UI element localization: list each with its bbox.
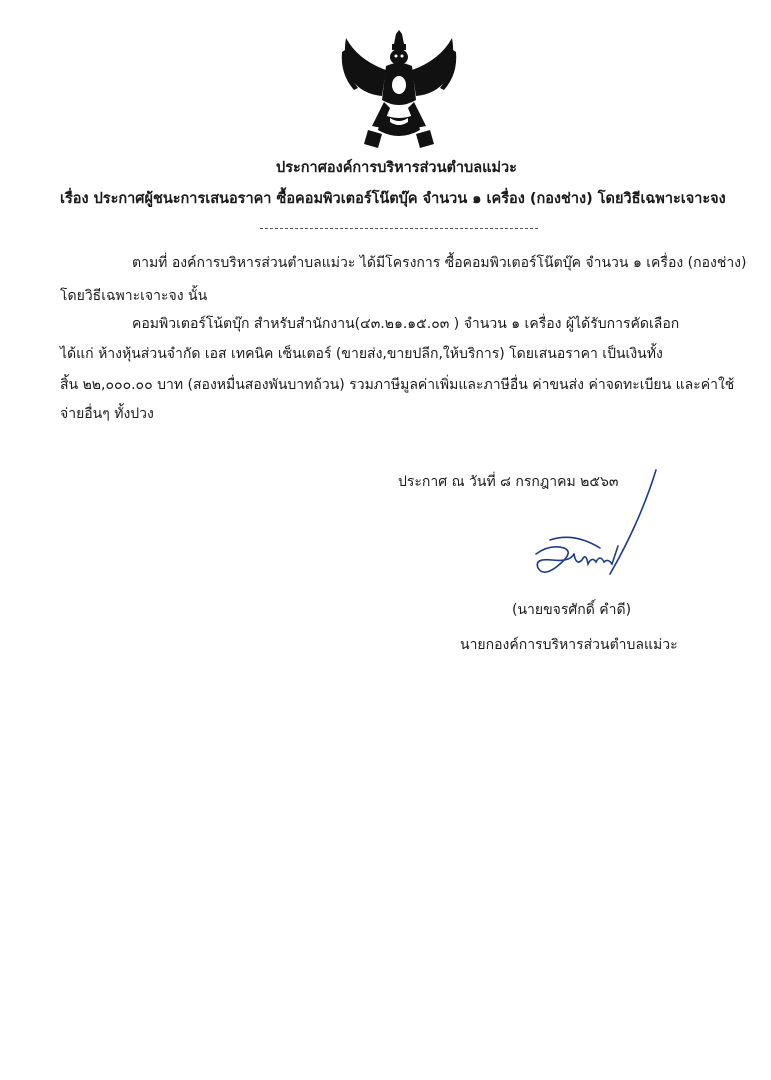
paragraph1-line1: ตามที่ องค์การบริหารส่วนตำบลแม่วะ ได้มีโครงการ ซื้อคอมพิวเตอร์โน๊ตบุ๊ค จำนวน ๑ เครื่อง (กองช่าง) [132,255,747,271]
announcement-subject: เรื่อง ประกาศผู้ชนะการเสนอราคา ซื้อคอมพิวเตอร์โน๊ตบุ๊ค จำนวน ๑ เครื่อง (กองช่าง) โดยวิธีเฉพาะเจาะจง [60,191,726,207]
paragraph2-line3: สิ้น ๒๒,๐๐๐.๐๐ บาท (สองหมื่นสองพันบาทถ้วน) รวมภาษีมูลค่าเพิ่มและภาษีอื่น ค่าขนส่ง ค่าจดทะเบียน และค่าใช้ [60,377,735,393]
signer-title: นายกองค์การบริหารส่วนตำบลแม่วะ [460,637,678,653]
announcement-title: ประกาศองค์การบริหารส่วนตำบลแม่วะ [276,160,517,176]
garuda-emblem [338,30,460,150]
paragraph2-line4: จ่ายอื่นๆ ทั้งปวง [60,406,154,422]
title-divider [260,228,538,229]
paragraph2-line1: คอมพิวเตอร์โน้ตบุ๊ก สำหรับสำนักงาน(๔๓.๒๑.๑๕.๐๓ ) จำนวน ๑ เครื่อง ผู้ได้รับการคัดเลือก [132,316,680,332]
signer-name: (นายขจรศักดิ์ คำดี) [512,602,632,618]
handwritten-signature [530,462,670,587]
announcement-date: ประกาศ ณ วันที่ ๘ กรกฎาคม ๒๕๖๓ [398,474,619,490]
paragraph1-line2: โดยวิธีเฉพาะเจาะจง นั้น [60,288,208,304]
paragraph2-line2: ได้แก่ ห้างหุ้นส่วนจำกัด เอส เทคนิค เซ็นเตอร์ (ขายส่ง,ขายปลีก,ให้บริการ) โดยเสนอราคา เป็นเงินทั้ง [60,346,663,362]
